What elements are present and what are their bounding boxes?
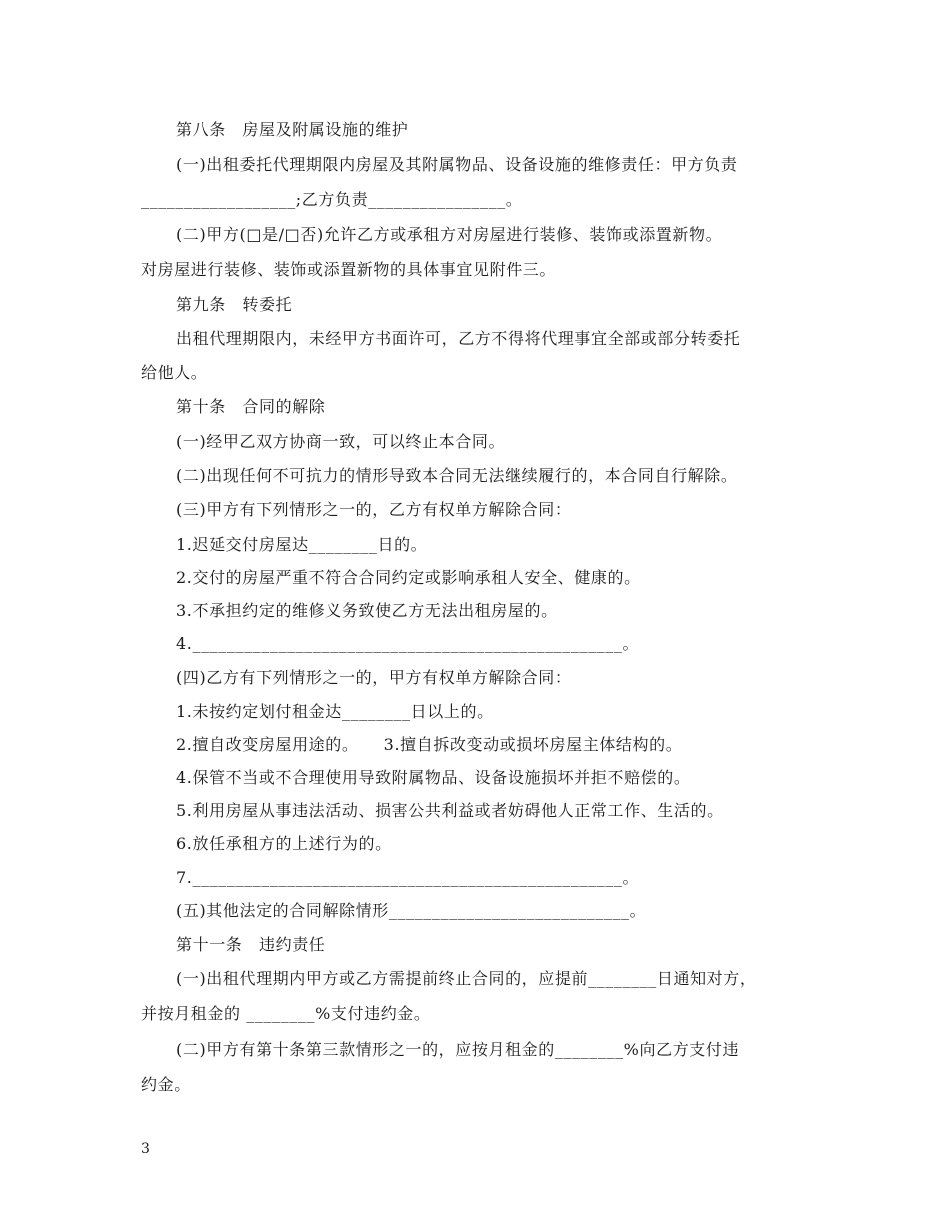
clause-11-2-line-2: 约金。 — [141, 1075, 191, 1094]
clause-10-5: (五)其他法定的合同解除情形____________________________。 — [176, 901, 647, 920]
clause-10-3-item-4: 4.__________________________________________________。 — [176, 634, 640, 653]
clause-8-1-line-2: __________________;乙方负责________________。 — [141, 190, 523, 209]
article-9-line-2: 给他人。 — [141, 363, 208, 382]
clause-10-4-item-5: 5.利用房屋从事违法活动、损害公共利益或者妨碍他人正常工作、生活的。 — [176, 801, 724, 820]
clause-8-2-line-2: 对房屋进行装修、装饰或添置新物的具体事宜见附件三。 — [141, 260, 557, 279]
clause-10-3-item-2: 2.交付的房屋严重不符合合同约定或影响承租人安全、健康的。 — [176, 568, 641, 587]
article-10-heading: 第十条 合同的解除 — [176, 397, 326, 416]
article-9-line-1: 出租代理期限内，未经甲方书面许可，乙方不得将代理事宜全部或部分转委托 — [176, 329, 741, 348]
clause-10-3-item-1: 1.迟延交付房屋达________日的。 — [176, 535, 428, 554]
clause-10-1: (一)经甲乙双方协商一致，可以终止本合同。 — [176, 432, 506, 451]
clause-10-4-item-2-3: 2.擅自改变房屋用途的。 3.擅自拆改变动或损坏房屋主体结构的。 — [176, 735, 683, 754]
clause-10-3: (三)甲方有下列情形之一的，乙方有权单方解除合同： — [176, 500, 572, 519]
clause-10-4-item-6: 6.放任承租方的上述行为的。 — [176, 834, 392, 853]
clause-10-4: (四)乙方有下列情形之一的，甲方有权单方解除合同： — [176, 668, 572, 687]
clause-11-1-line-2: 并按月租金的 ________%支付违约金。 — [141, 1004, 431, 1023]
clause-10-2: (二)出现任何不可抗力的情形导致本合同无法继续履行的，本合同自行解除。 — [176, 466, 738, 485]
clause-8-2-line-1: (二)甲方(□是/□否)允许乙方或承租方对房屋进行装修、装饰或添置新物。 — [176, 225, 723, 244]
clause-11-1-line-1: (一)出租代理期内甲方或乙方需提前终止合同的，应提前________日通知对方， — [176, 969, 757, 988]
article-11-heading: 第十一条 违约责任 — [176, 935, 326, 954]
clause-10-4-item-7: 7.__________________________________________________。 — [176, 868, 640, 887]
article-9-heading: 第九条 转委托 — [176, 295, 293, 314]
clause-10-4-item-1: 1.未按约定划付租金达________日以上的。 — [176, 702, 494, 721]
clause-8-1-line-1: (一)出租委托代理期限内房屋及其附属物品、设备设施的维修责任：甲方负责 — [176, 155, 738, 174]
clause-10-4-item-4: 4.保管不当或不合理使用导致附属物品、设备设施损坏并拒不赔偿的。 — [176, 768, 691, 787]
clause-10-3-item-3: 3.不承担约定的维修义务致使乙方无法出租房屋的。 — [176, 601, 558, 620]
clause-11-2-line-1: (二)甲方有第十条第三款情形之一的，应按月租金的________%向乙方支付违 — [176, 1040, 740, 1059]
article-8-heading: 第八条 房屋及附属设施的维护 — [176, 120, 409, 139]
page-number: 3 — [141, 1141, 150, 1157]
